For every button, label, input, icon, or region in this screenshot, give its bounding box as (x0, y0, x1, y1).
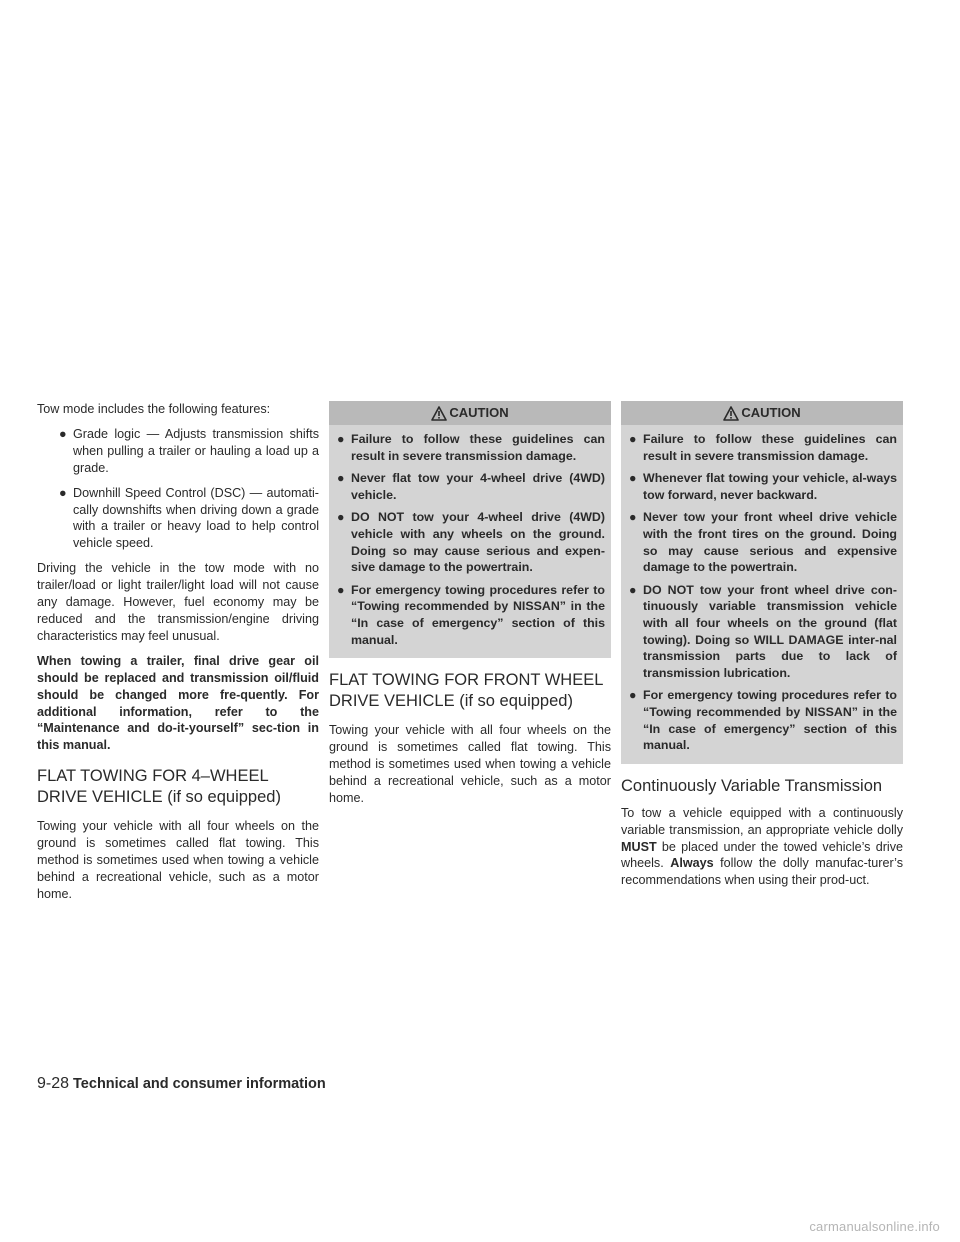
flat-towing-description: Towing your vehicle with all four wheels on the ground is sometimes called flat towing. This method is sometimes used when towing a vehicle behind a recreational vehicle, such as a motor home. (329, 723, 611, 805)
feature-item: ● Grade logic — Adjusts transmission shifts when pulling a trailer or hauling a load up a grade. (59, 426, 319, 475)
final-drive-note: When towing a trailer, final drive gear oil should be replaced and transmission oil/fluid should be changed more fre-quently. For additional information, refer to the “Maintenance and do-it-yourself” sec-tion in this manual. (37, 653, 319, 753)
tow-mode-intro: Tow mode includes the following features: (37, 402, 271, 416)
section-heading-fwd: FLAT TOWING FOR FRONT WHEEL DRIVE VEHICLE (if so equipped) (329, 671, 604, 711)
section-heading-4wd: FLAT TOWING FOR 4–WHEEL DRIVE VEHICLE (if so equipped) (37, 767, 281, 807)
column-left (37, 401, 319, 911)
caution-item: ● Failure to follow these guidelines can result in severe transmission damage. (629, 432, 897, 463)
page-number: 9-28 (37, 1075, 70, 1092)
caution-item: ● Never flat tow your 4-wheel drive (4WD) vehicle. (337, 471, 605, 502)
column-middle (329, 401, 611, 815)
feature-item: ● Downhill Speed Control (DSC) — automati-cally downshifts when driving down a grade with a trailer or heavy load to help control vehicle speed. (59, 485, 319, 551)
cvt-subheading: Continuously Variable Transmission (621, 776, 883, 795)
column-right (621, 401, 903, 897)
page-footer (37, 1075, 326, 1093)
caution-item: ● DO NOT tow your front wheel drive con-tinuously variable transmission vehicle with all four wheels on the ground (flat towing). Doing so WILL DAMAGE inter-nal transmission parts due to lack of transmission lubrication. (629, 582, 897, 680)
caution-box-4wd (329, 401, 611, 658)
caution-header: CAUTION (329, 401, 611, 425)
caution-item: ● Never tow your front wheel drive vehicle with the front tires on the ground. Doing so may cause serious and expensive damage to the powertrain. (629, 510, 897, 575)
warning-triangle-icon (431, 406, 447, 421)
flat-towing-description: Towing your vehicle with all four wheels on the ground is sometimes called flat towing. This method is sometimes used when towing a vehicle behind a recreational vehicle, such as a motor home. (37, 819, 319, 901)
caution-item: ● DO NOT tow your 4-wheel drive (4WD) vehicle with any wheels on the ground. Doing so may cause serious and expen-sive damage to the powertrain. (337, 510, 605, 575)
caution-box-fwd (621, 401, 903, 764)
caution-item: ● For emergency towing procedures refer to “Towing recommended by NISSAN” in the “In case of emergency” section of this manual. (629, 688, 897, 753)
section-title: Technical and consumer information (73, 1076, 326, 1092)
cvt-paragraph: To tow a vehicle equipped with a continuously variable transmission, an appropriate vehicle dolly MUST be placed under the towed vehicle’s drive wheels. Always follow the dolly manufac-turer’s recommendations when using their prod-uct. (621, 805, 903, 888)
watermark: carmanualsonline.info (809, 1219, 940, 1234)
caution-item: ● Failure to follow these guidelines can result in severe transmission damage. (337, 432, 605, 463)
bullet: ● (59, 426, 67, 441)
caution-item: ● Whenever flat towing your vehicle, al-ways tow forward, never backward. (629, 471, 897, 502)
tow-mode-note: Driving the vehicle in the tow mode with no trailer/load or light trailer/light load will not cause any damage. However, fuel economy may be reduced and the transmission/engine driving characteristics may feel unusual. (37, 561, 319, 643)
warning-triangle-icon (723, 406, 739, 421)
caution-header: CAUTION (621, 401, 903, 425)
bullet: ● (59, 485, 67, 500)
caution-item: ● For emergency towing procedures refer to “Towing recommended by NISSAN” in the “In case of emergency” section of this manual. (337, 582, 605, 647)
